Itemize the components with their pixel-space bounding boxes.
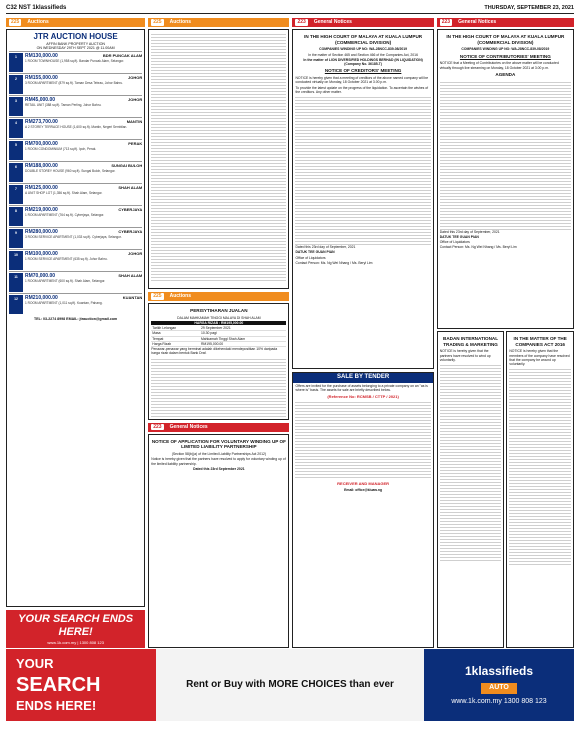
lot-price: RM280,000.00	[25, 228, 58, 235]
lot-description: 1 ROOM TOWNHOUSE (1,958 sq.ft). Bandar Puncak Alam, Selangor.	[25, 59, 125, 64]
auction-lot	[9, 205, 142, 227]
sale-body: Offers are invited for the purchase of assets belonging to a private company on an "as is where is" basis. The assets for sale are briefly described below.	[295, 383, 428, 392]
reserve-price: HARGA RIZAB : RM195,000.00	[151, 321, 286, 325]
lot-price: RM188,000.00	[25, 162, 58, 169]
auction-lot	[9, 271, 142, 293]
perisytiharan-sub: DALAM MAHKAMAH TINGGI MALAYA DI SHAH ALAM	[177, 315, 261, 320]
lot-number: 11	[9, 273, 23, 292]
lot-location: CYBERJAYA	[118, 206, 143, 212]
lot-number: 7	[9, 185, 23, 204]
lot-price: RM273,700.00	[25, 118, 58, 125]
agenda-title: AGENDA	[495, 71, 516, 77]
lot-list	[9, 51, 142, 315]
notice-para: NOTICE that a Meeting of Contributories on the above matter will be conducted virtually through live streaming on Monday, 18 October 2021 at 3.00 p.m.	[439, 61, 559, 70]
dated-line: Dated this 23rd day of September, 2021	[295, 245, 356, 250]
lot-body	[23, 295, 142, 314]
lot-description: 1 ROOM APARTMENT (764 sq.ft). Cyberjaya, Selangor.	[25, 213, 105, 218]
banner-search: SEARCH	[16, 673, 101, 696]
lot-price: RM155,000.00	[25, 74, 58, 81]
sale-detail-row	[151, 341, 286, 346]
search-ad-headline: YOUR SEARCH ENDS HERE!	[18, 612, 134, 639]
lot-description: 1 ROOM APARTMENT (1,011 sq.ft). Kuantan, Pahang.	[25, 301, 103, 306]
sale-detail-cell: Tarikh Lelongan	[151, 326, 200, 331]
dated-line: Dated this 23rd day of September, 2021	[439, 229, 500, 234]
lot-description: 1 ROOM SERVICE APARTMENT (635 sq.ft). Johor Bahru.	[25, 257, 108, 262]
notice-text-block	[295, 95, 430, 245]
sale-detail-cell: Tempat	[151, 336, 200, 341]
auction-lot	[9, 51, 142, 73]
banner-left	[6, 649, 156, 721]
lot-price: RM45,000.00	[25, 96, 56, 103]
lot-body	[23, 119, 142, 138]
lot-description: 3 ROOM APARTMENT (879 sq.ft). Taman Desa Tebrau, Johor Bahru.	[25, 81, 124, 86]
auction-lot	[9, 95, 142, 117]
jtr-title: JTR AUCTION HOUSE	[33, 32, 118, 41]
column-notices-2	[437, 18, 574, 648]
lot-body	[23, 53, 142, 72]
partnership-notice	[437, 331, 505, 648]
sale-detail-cell: Mahkamah Tinggi Shah Alam	[200, 336, 287, 341]
lot-number: 8	[9, 207, 23, 226]
lot-price: RM700,000.00	[25, 140, 58, 147]
jtr-date: ON WEDNESDAY 29TH SEPT 2021 @ 11.00AM	[36, 46, 115, 51]
auction-lot	[9, 227, 142, 249]
category-number: 225	[153, 293, 162, 300]
lot-location: SHAH ALAM	[118, 272, 143, 278]
auction-lot	[9, 73, 142, 95]
perisytiharan-notice	[148, 303, 289, 420]
bottom-banner-ad[interactable]	[6, 649, 574, 721]
lot-price: RM130,000.00	[25, 52, 58, 59]
perisytiharan-para: Penawar-penawar yang berminat adalah dikehendaki mendepositkan 10% daripada harga rizab dalam bentuk Bank Draf.	[151, 347, 278, 356]
lot-description: A 2 STOREY TERRACE HOUSE (1,600 sq.ft). Mantin, Negeri Sembilan.	[25, 125, 128, 130]
category-header	[148, 423, 289, 432]
lot-description: RETAIL UNIT (388 sq.ft). Taman Perling, Johor Bahru.	[25, 103, 102, 108]
lot-body	[23, 207, 142, 226]
notice-text-block	[151, 357, 286, 417]
banner-ends-here: ENDS HERE!	[16, 697, 97, 713]
banner-tagline: Rent or Buy with MORE CHOICES than ever	[156, 649, 424, 721]
sale-email[interactable]: Email: office@kluaw.ng	[344, 488, 383, 492]
liquidator-name: DATUK TEE GUAN PIAN	[295, 250, 335, 255]
category-header	[6, 18, 145, 27]
lot-location: SHAH ALAM	[118, 184, 143, 190]
lot-price: RM70,000.00	[25, 272, 56, 279]
columns	[6, 18, 574, 648]
partnership-body: NOTICE is hereby given that the partners have resolved to wind up voluntarily.	[439, 349, 491, 362]
lot-number: 12	[9, 295, 23, 314]
lot-body	[23, 97, 142, 116]
perisytiharan-title: PERISYTIHARAN JUALAN	[190, 308, 248, 313]
companies-act-body: NOTICE is hereby given that the members of the company have resolved that the company be wound up voluntarily.	[509, 349, 570, 367]
llp-title: NOTICE OF APPLICATION FOR VOLUNTARY WINDING UP OF LIMITED LIABILITY PARTNERSHIP	[151, 438, 286, 450]
lot-price: RM219,000.00	[25, 206, 58, 213]
lot-location: CYBERJAYA	[118, 228, 143, 234]
companies-act-notice	[506, 331, 574, 648]
auction-lot	[9, 183, 142, 205]
lot-price: RM210,000.00	[25, 294, 58, 301]
office-line: Office of Liquidators	[439, 240, 470, 245]
llp-notice	[148, 434, 289, 648]
banner-contact: www.1k.com.my 1300 808 123	[451, 697, 547, 705]
category-label: General Notices	[313, 19, 352, 26]
office-line: Office of Liquidators	[295, 255, 326, 260]
notice-text-block	[440, 363, 502, 563]
sale-contact: RECEIVER AND MANAGER	[337, 481, 390, 486]
search-ad[interactable]	[6, 610, 145, 649]
jtr-contact: TEL: 03-2274 8998 EMAIL: jtrauction@gmail.com	[34, 316, 118, 321]
lot-location: KUANTAN	[122, 294, 143, 300]
agenda-text: To provide the latest update on the progress of the liquidation. To ascertain the wishes of the creditors. Any other matter.	[295, 85, 429, 94]
lot-description: 3 ROOM SERVICE APARTMENT (1,033 sq.ft). Cyberjaya, Selangor.	[25, 235, 122, 240]
sale-detail-cell: 29 September 2021	[200, 326, 287, 331]
auction-lot	[9, 117, 142, 139]
sale-heading: SALE BY TENDER	[293, 373, 432, 383]
llp-sub: (Section 58(b)(a) of the Limited Liability Partnerships Act 2012)	[171, 452, 266, 457]
court-heading: IN THE HIGH COURT OF MALAYA AT KUALA LUMPUR (COMMERCIAL DIVISION)	[304, 34, 423, 45]
contact-line: Contact Person: Ms. Ng Wei Nhang / Ms. Beryl Lim	[439, 245, 517, 250]
liquidator-name: DATUK TEE GUAN PIAN	[439, 234, 479, 239]
category-label: Auctions	[169, 293, 191, 300]
lot-location: BDR PUNCAK ALAM	[102, 52, 143, 58]
contact-line: Contact Person: Ms. Ng Wei Nhang / Ms. Beryl Lim	[295, 260, 373, 265]
court-heading: IN THE HIGH COURT OF MALAYA AT KUALA LUMPUR (COMMERCIAL DIVISION)	[446, 34, 565, 45]
category-label: General Notices	[169, 424, 208, 431]
sale-by-tender-ad	[292, 372, 433, 648]
notice-text-block	[440, 80, 571, 230]
case-number: COMPANIES WINDING UP NO: WA-28NCC-839-08/2019	[319, 47, 408, 52]
sale-detail-cell: Harga Rizab	[151, 341, 200, 346]
category-number: 225	[11, 19, 20, 26]
lot-number: 4	[9, 119, 23, 138]
llp-date: Dated this 23rd September 2021	[193, 466, 245, 471]
banner-right	[424, 649, 574, 721]
court-notice-top	[148, 29, 289, 289]
notice-text-block	[509, 367, 571, 567]
lot-price: RM100,000.00	[25, 250, 58, 257]
category-label: Auctions	[169, 19, 191, 26]
lot-number: 9	[9, 229, 23, 248]
lot-description: DOUBLE STOREY HOUSE (960 sq.ft). Sungai Buloh, Selangor.	[25, 169, 116, 174]
lot-body	[23, 163, 142, 182]
small-notices	[437, 331, 574, 648]
sale-reference: (Reference No: RCMSB / CTTP / 2021)	[327, 394, 399, 399]
lot-number: 3	[9, 97, 23, 116]
auction-lot	[9, 249, 142, 271]
category-number: 223	[297, 19, 306, 26]
jtr-subtitle: AFFIN BANK PROPERTY AUCTION	[46, 42, 106, 46]
sale-detail-cell: 10.30 pagi	[200, 331, 287, 336]
category-number: 225	[153, 19, 162, 26]
auction-lot	[9, 293, 142, 315]
column-auctions-2	[148, 18, 289, 648]
jtr-auction-ad	[6, 29, 145, 607]
notice-text-block	[151, 32, 286, 282]
lot-location: PERAK	[128, 140, 143, 146]
masthead	[6, 4, 574, 14]
lot-body	[23, 141, 142, 160]
lot-location: MANTIN	[126, 118, 143, 124]
sale-detail-cell: RM195,000.00	[200, 341, 287, 346]
lot-number: 5	[9, 141, 23, 160]
column-notices-1	[292, 18, 433, 648]
auction-lot	[9, 161, 142, 183]
lot-location: SUNGAI BULOH	[111, 162, 143, 168]
category-header	[148, 18, 289, 27]
contributories-meeting-notice	[437, 29, 574, 329]
lot-location: JOHOR	[128, 250, 143, 256]
notice-text-block	[295, 400, 430, 480]
lot-location: JOHOR	[128, 96, 143, 102]
lot-price: RM125,000.00	[25, 184, 58, 191]
search-ad-contact: www.1k.com.my | 1300 808 123	[47, 640, 104, 645]
category-header	[292, 18, 433, 27]
creditors-meeting-notice	[292, 29, 433, 369]
sale-detail-cell: Masa	[151, 331, 200, 336]
in-matter: In the matter of Section 465 and Section 466 of the Companies Act, 2016	[308, 52, 418, 57]
lot-body	[23, 273, 142, 292]
category-label: Auctions	[27, 19, 49, 26]
banner-your: YOUR	[16, 656, 54, 672]
banner-auto-tag: AUTO	[481, 683, 517, 694]
lot-body	[23, 251, 142, 270]
companies-act-heading: IN THE MATTER OF THE COMPANIES ACT 2016	[513, 336, 567, 347]
partnership-heading: BADAN INTERNATIONAL TRADING & MARKETING	[443, 336, 499, 347]
lot-description: 1 ROOM CONDOMINIUM (713 sq.ft). Ipoh, Perak.	[25, 147, 97, 152]
column-auctions-1	[6, 18, 145, 648]
notice-para: NOTICE is hereby given that a meeting of creditors of the above named company will be conducted virtually on Monday, 18 October 2021 at 3.00 p.m.	[295, 76, 429, 85]
banner-brand: 1klassifieds	[464, 663, 534, 678]
lot-number: 2	[9, 75, 23, 94]
category-header	[437, 18, 574, 27]
category-number: 223	[441, 19, 451, 26]
lot-body	[23, 229, 142, 248]
category-label: General Notices	[458, 19, 497, 26]
case-number: COMPANIES WINDING UP NO: WA-28NCC-839-08/2019	[461, 47, 550, 52]
lot-body	[23, 185, 142, 204]
masthead-date: THURSDAY, SEPTEMBER 23, 2021	[484, 5, 574, 12]
sale-details-table	[151, 326, 286, 347]
notice-title: NOTICE OF CONTRIBUTORIES' MEETING	[459, 53, 551, 59]
lot-number: 10	[9, 251, 23, 270]
category-number: 223	[153, 424, 162, 431]
lot-number: 6	[9, 163, 23, 182]
lot-description: 1 ROOM APARTMENT (600 sq.ft). Shah Alam, Selangor.	[25, 279, 106, 284]
category-header	[148, 292, 289, 301]
lot-description: A UNIT SHOP LOT (1,356 sq.ft). Shah Alam, Selangor.	[25, 191, 103, 196]
notice-title: NOTICE OF CREDITORS' MEETING	[324, 68, 402, 74]
company-name: In the matter of LION DIVERSIFIED HOLDINGS BERHAD (IN LIQUIDATION) (Company No. 36185-T)	[303, 57, 423, 67]
llp-body: Notice is hereby given that the partners have resolved to apply for voluntary winding up of the limited liability partnership.	[151, 457, 286, 466]
lot-location: JOHOR	[128, 74, 143, 80]
masthead-left: C32 NST 1klassifieds	[6, 4, 67, 11]
lot-body	[23, 75, 142, 94]
lot-number: 1	[9, 53, 23, 72]
auction-lot	[9, 139, 142, 161]
